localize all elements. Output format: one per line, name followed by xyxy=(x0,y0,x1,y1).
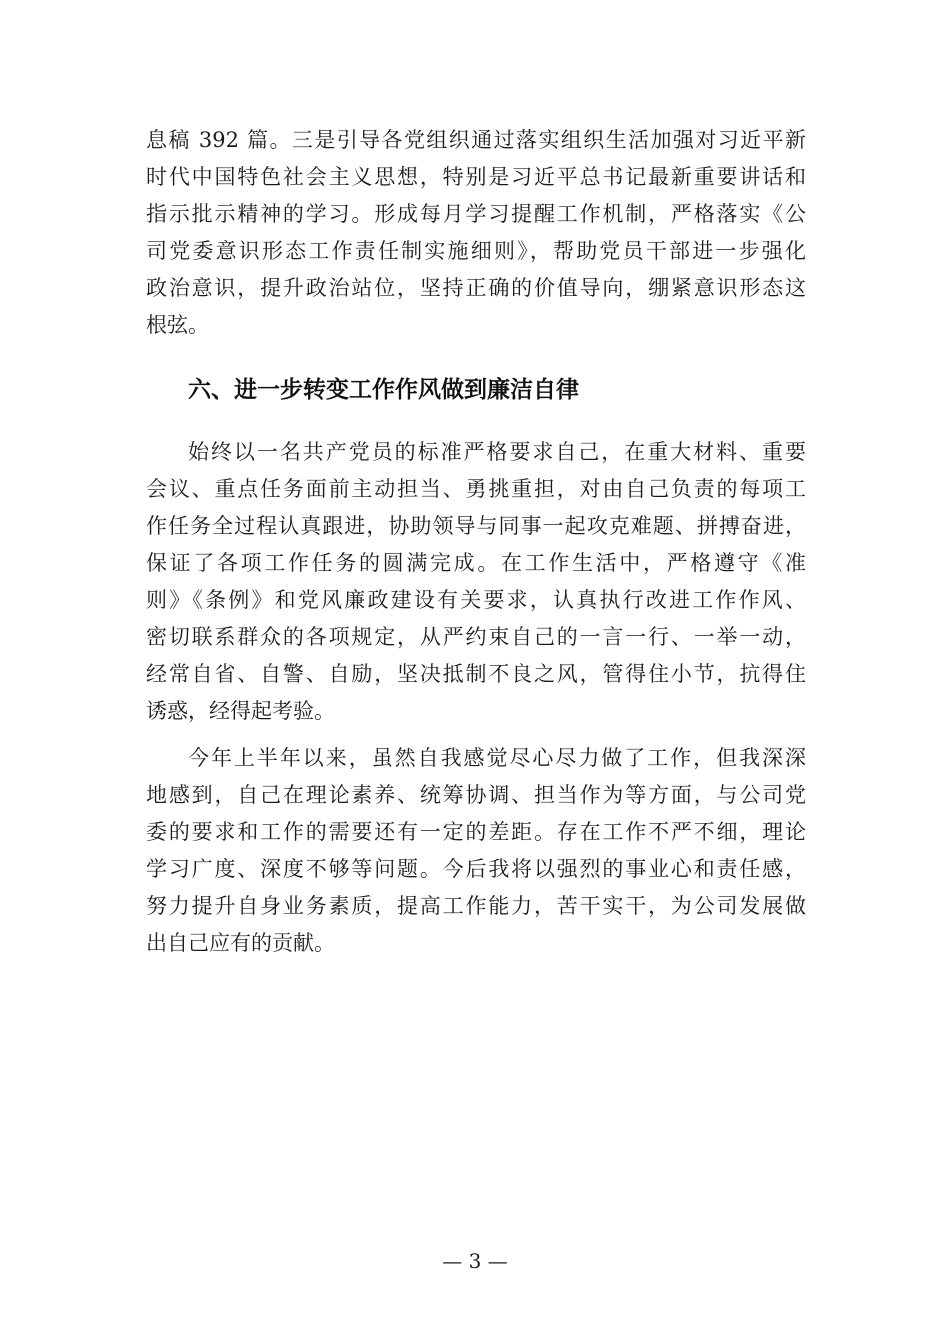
paragraph-line: 则》《条例》和党风廉政建设有关要求，认真执行改进工作作风、 xyxy=(146,588,806,612)
paragraph-line: 今年上半年以来，虽然自我感觉尽心尽力做了工作，但我深深 xyxy=(188,746,806,770)
paragraph-line: 地感到，自己在理论素养、统筹协调、担当作为等方面，与公司党 xyxy=(146,783,806,807)
paragraph-line: 保证了各项工作任务的圆满完成。在工作生活中，严格遵守《准 xyxy=(146,551,806,575)
paragraph-line: 作任务全过程认真跟进，协助领导与同事一起攻克难题、拼搏奋进， xyxy=(146,514,806,538)
paragraph-line: 指示批示精神的学习。形成每月学习提醒工作机制，严格落实《公 xyxy=(146,202,806,226)
paragraph-line: 出自己应有的贡献。 xyxy=(146,931,335,955)
paragraph-line: 政治意识，提升政治站位，坚持正确的价值导向，绷紧意识形态这 xyxy=(146,276,806,300)
paragraph-line: 委的要求和工作的需要还有一定的差距。存在工作不严不细，理论 xyxy=(146,820,806,844)
page-number: — 3 — xyxy=(442,1249,508,1273)
paragraph-line: 会议、重点任务面前主动担当、勇挑重担，对由自己负责的每项工 xyxy=(146,477,806,501)
paragraph-line: 息稿 392 篇。三是引导各党组织通过落实组织生活加强对习近平新 xyxy=(146,128,806,152)
paragraph-line: 始终以一名共产党员的标准严格要求自己，在重大材料、重要 xyxy=(188,440,806,464)
paragraph-line: 努力提升自身业务素质，提高工作能力，苦干实干，为公司发展做 xyxy=(146,894,806,918)
paragraph-line: 诱惑，经得起考验。 xyxy=(146,699,335,723)
section-heading: 六、进一步转变工作作风做到廉洁自律 xyxy=(188,377,579,403)
paragraph-line: 经常自省、自警、自励，坚决抵制不良之风，管得住小节，抗得住 xyxy=(146,662,806,686)
paragraph-line: 时代中国特色社会主义思想，特别是习近平总书记最新重要讲话和 xyxy=(146,165,806,189)
paragraph-line: 根弦。 xyxy=(146,313,209,337)
paragraph-line: 司党委意识形态工作责任制实施细则》，帮助党员干部进一步强化 xyxy=(146,239,806,263)
paragraph-line: 学习广度、深度不够等问题。今后我将以强烈的事业心和责任感， xyxy=(146,857,806,881)
paragraph-line: 密切联系群众的各项规定，从严约束自己的一言一行、一举一动， xyxy=(146,625,806,649)
